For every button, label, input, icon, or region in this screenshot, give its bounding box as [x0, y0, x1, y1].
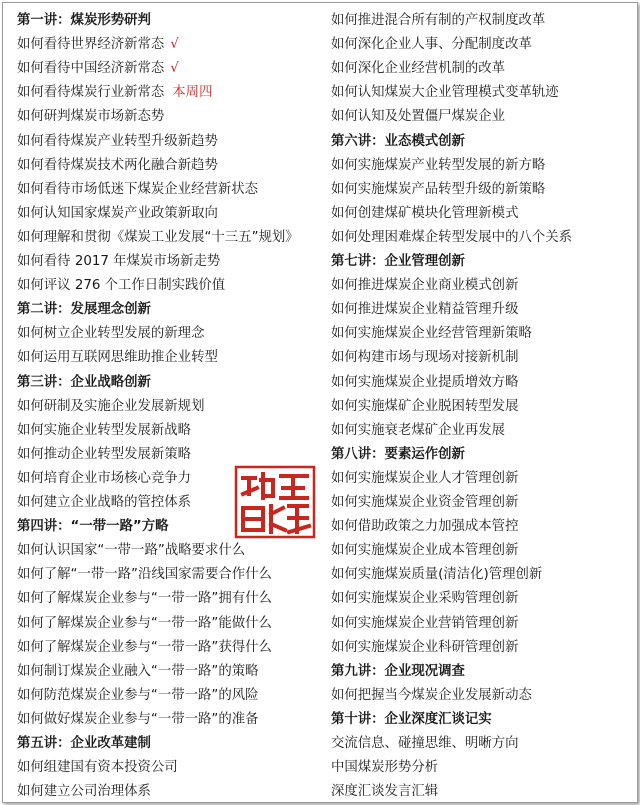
topic-text: 如何实施企业转型发展新战略	[17, 422, 192, 438]
topic-item	[331, 154, 545, 178]
topic-text: 如何认知及处置僵尸煤炭企业	[331, 109, 506, 125]
topic-item	[17, 636, 272, 660]
topic-text: 如何推动企业转型发展新策略	[17, 446, 192, 462]
topic-item	[17, 395, 204, 419]
topic-text: 如何认知煤炭大企业管理模式变革轨迹	[331, 85, 559, 101]
topic-text: 如何树立企业转型发展的新理念	[17, 326, 205, 342]
section-heading	[17, 371, 151, 395]
topic-item	[17, 33, 179, 57]
topic-text: 如何推进煤炭企业精益管理升级	[331, 302, 519, 318]
topic-item	[331, 202, 518, 226]
section-heading-text: 第一讲：煤炭形势研判	[17, 13, 151, 28]
topic-item	[331, 780, 438, 804]
topic-item	[331, 539, 518, 563]
topic-item	[17, 587, 272, 611]
topic-text: 如何了解煤炭企业参与“一带一路”能做什么	[17, 615, 272, 631]
topic-text: 如何实施煤炭企业资金管理创新	[331, 495, 519, 510]
handwritten-note: 本周四	[172, 85, 213, 101]
topic-item	[331, 81, 559, 105]
topic-text: 如何构建市场与现场对接新机制	[331, 350, 519, 366]
topic-item	[17, 443, 191, 467]
topic-item	[331, 371, 518, 395]
topic-text: 如何实施煤炭企业科研管理创新	[331, 639, 519, 655]
topic-item	[17, 467, 191, 491]
topic-text: 如何把握当今煤炭企业发展新动态	[331, 687, 532, 703]
topic-text: 如何实施煤炭企业采购管理创新	[331, 591, 519, 607]
section-heading	[17, 732, 151, 756]
topic-text: 如何建立公司治理体系	[17, 784, 151, 800]
topic-text: 如何认识国家“一带一路”战略要求什么	[17, 543, 246, 559]
topic-text: 如何认知国家煤炭产业政策新取向	[17, 205, 218, 221]
topic-item	[17, 539, 245, 563]
topic-text: 如何组建国有资本投资公司	[17, 760, 178, 776]
topic-text: 如何实施煤炭产业转型发展的新方略	[331, 157, 546, 173]
section-heading-text: 第四讲：“一带一路”方略	[17, 519, 169, 535]
topic-item	[17, 105, 164, 129]
topic-item	[331, 298, 518, 322]
topic-text: 如何制订煤炭企业融入“一带一路”的策略	[17, 663, 259, 679]
topic-text: 如何处理困难煤企转型发展中的八个关系	[331, 229, 573, 245]
topic-item	[17, 756, 178, 780]
topic-text: 如何深化企业经营机制的改革	[331, 61, 506, 77]
section-heading-text: 第七讲：企业管理创新	[331, 254, 465, 269]
topic-item	[331, 587, 518, 611]
topic-item	[17, 178, 258, 202]
section-heading	[331, 708, 492, 732]
section-heading-text: 第十讲：企业深度汇谈记实	[331, 711, 492, 727]
topic-text: 如何看待市场低迷下煤炭企业经营新状态	[17, 181, 259, 197]
topic-text: 如何看待中国经济新常态	[17, 61, 165, 77]
topic-text: 如何实施煤炭企业成本管理创新	[331, 543, 519, 559]
section-heading-text: 第三讲：企业战略创新	[17, 374, 151, 390]
topic-text: 如何实施衰老煤矿企业再发展	[331, 422, 506, 438]
topic-item	[17, 57, 179, 81]
section-heading	[331, 130, 465, 154]
topic-item	[331, 636, 518, 660]
topic-text: 如何理解和贯彻《煤炭工业发展“十三五”规划》	[17, 229, 299, 245]
topic-text: 深度汇谈发言汇辑	[331, 784, 439, 800]
topic-text: 如何看待 2017 年煤炭市场新走势	[17, 254, 221, 269]
topic-text: 如何评议 276 个工作日制实践价值	[17, 278, 226, 294]
topic-text: 如何研判煤炭市场新态势	[17, 109, 165, 125]
topic-item	[17, 491, 191, 515]
topic-text: 如何借助政策之力加强成本管控	[331, 519, 519, 535]
topic-item	[331, 684, 532, 708]
topic-item	[17, 202, 218, 226]
topic-item	[331, 732, 518, 756]
check-mark-icon: √	[170, 37, 179, 53]
topic-item	[17, 780, 151, 804]
topic-text: 如何做好煤炭企业参与“一带一路”的准备	[17, 711, 259, 727]
topic-text: 如何实施煤炭质量(清洁化)管理创新	[331, 567, 543, 583]
topic-text: 如何创建煤矿模块化管理新模式	[331, 205, 519, 221]
section-heading	[331, 250, 465, 274]
topic-text: 如何推进煤炭企业商业模式创新	[331, 278, 519, 294]
topic-item	[331, 9, 545, 33]
topic-item	[17, 684, 259, 708]
topic-text: 如何深化企业人事、分配制度改革	[331, 37, 532, 53]
topic-text: 如何运用互联网思维助推企业转型	[17, 350, 218, 366]
topic-item	[331, 515, 518, 539]
topic-item	[17, 81, 212, 105]
topic-text: 如何实施煤炭企业提质增效方略	[331, 374, 519, 390]
topic-item	[17, 274, 225, 298]
topic-text: 如何看待世界经济新常态	[17, 37, 165, 53]
topic-text: 交流信息、碰撞思维、明晰方向	[331, 736, 519, 751]
topic-item	[331, 419, 505, 443]
section-heading-text: 第二讲：发展理念创新	[17, 302, 151, 318]
section-heading-text: 第六讲：业态模式创新	[331, 133, 465, 149]
topic-text: 如何推进混合所有制的产权制度改革	[331, 13, 546, 28]
topic-item	[17, 660, 259, 684]
topic-item	[331, 395, 518, 419]
topic-item	[17, 419, 191, 443]
topic-item	[331, 57, 505, 81]
section-heading	[331, 660, 465, 684]
section-heading	[17, 298, 151, 322]
topic-item	[17, 346, 218, 370]
topic-item	[331, 274, 518, 298]
topic-text: 如何建立企业战略的管控体系	[17, 495, 192, 510]
topic-item	[331, 178, 545, 202]
topic-text: 如何培育企业市场核心竞争力	[17, 470, 192, 486]
topic-item	[331, 33, 532, 57]
topic-text: 如何看待煤炭产业转型升级新趋势	[17, 133, 218, 149]
section-heading-text: 第九讲：企业现况调查	[331, 663, 465, 679]
topic-item	[17, 130, 218, 154]
topic-item	[331, 105, 505, 129]
document-page	[2, 2, 638, 803]
topic-item	[17, 612, 272, 636]
topic-item	[17, 563, 272, 587]
section-heading	[17, 515, 169, 539]
topic-item	[331, 467, 518, 491]
section-heading	[17, 9, 151, 33]
topic-text: 如何实施煤炭企业营销管理创新	[331, 615, 519, 631]
topic-text: 如何看待煤炭行业新常态	[17, 85, 165, 101]
topic-item	[331, 612, 518, 636]
topic-item	[17, 250, 220, 274]
topic-item	[17, 154, 218, 178]
topic-item	[331, 491, 518, 515]
topic-item	[331, 563, 542, 587]
red-seal-stamp-icon	[233, 464, 317, 540]
topic-text: 如何研制及实施企业发展新规划	[17, 398, 205, 414]
topic-text: 如何了解煤炭企业参与“一带一路”获得什么	[17, 639, 272, 655]
topic-item	[331, 226, 572, 250]
topic-text: 如何防范煤炭企业参与“一带一路”的风险	[17, 687, 259, 703]
topic-text: 如何实施煤炭产品转型升级的新策略	[331, 181, 546, 197]
section-heading-text: 第五讲：企业改革建制	[17, 736, 151, 751]
topic-item	[331, 346, 518, 370]
topic-text: 中国煤炭形势分析	[331, 760, 439, 776]
topic-text: 如何看待煤炭技术两化融合新趋势	[17, 157, 218, 173]
section-heading	[331, 443, 465, 467]
topic-item	[331, 322, 532, 346]
check-mark-icon: √	[170, 61, 179, 77]
topic-text: 如何了解煤炭企业参与“一带一路”拥有什么	[17, 591, 272, 607]
section-heading-text: 第八讲：要素运作创新	[331, 446, 465, 462]
topic-item	[17, 322, 204, 346]
topic-text: 如何实施煤矿企业脱困转型发展	[331, 398, 519, 414]
topic-text: 如何实施煤炭企业经营管理新策略	[331, 326, 532, 342]
topic-text: 如何了解“一带一路”沿线国家需要合作什么	[17, 567, 272, 583]
topic-item	[17, 708, 259, 732]
topic-item	[331, 756, 438, 780]
topic-text: 如何实施煤炭企业人才管理创新	[331, 470, 519, 486]
topic-item	[17, 226, 299, 250]
